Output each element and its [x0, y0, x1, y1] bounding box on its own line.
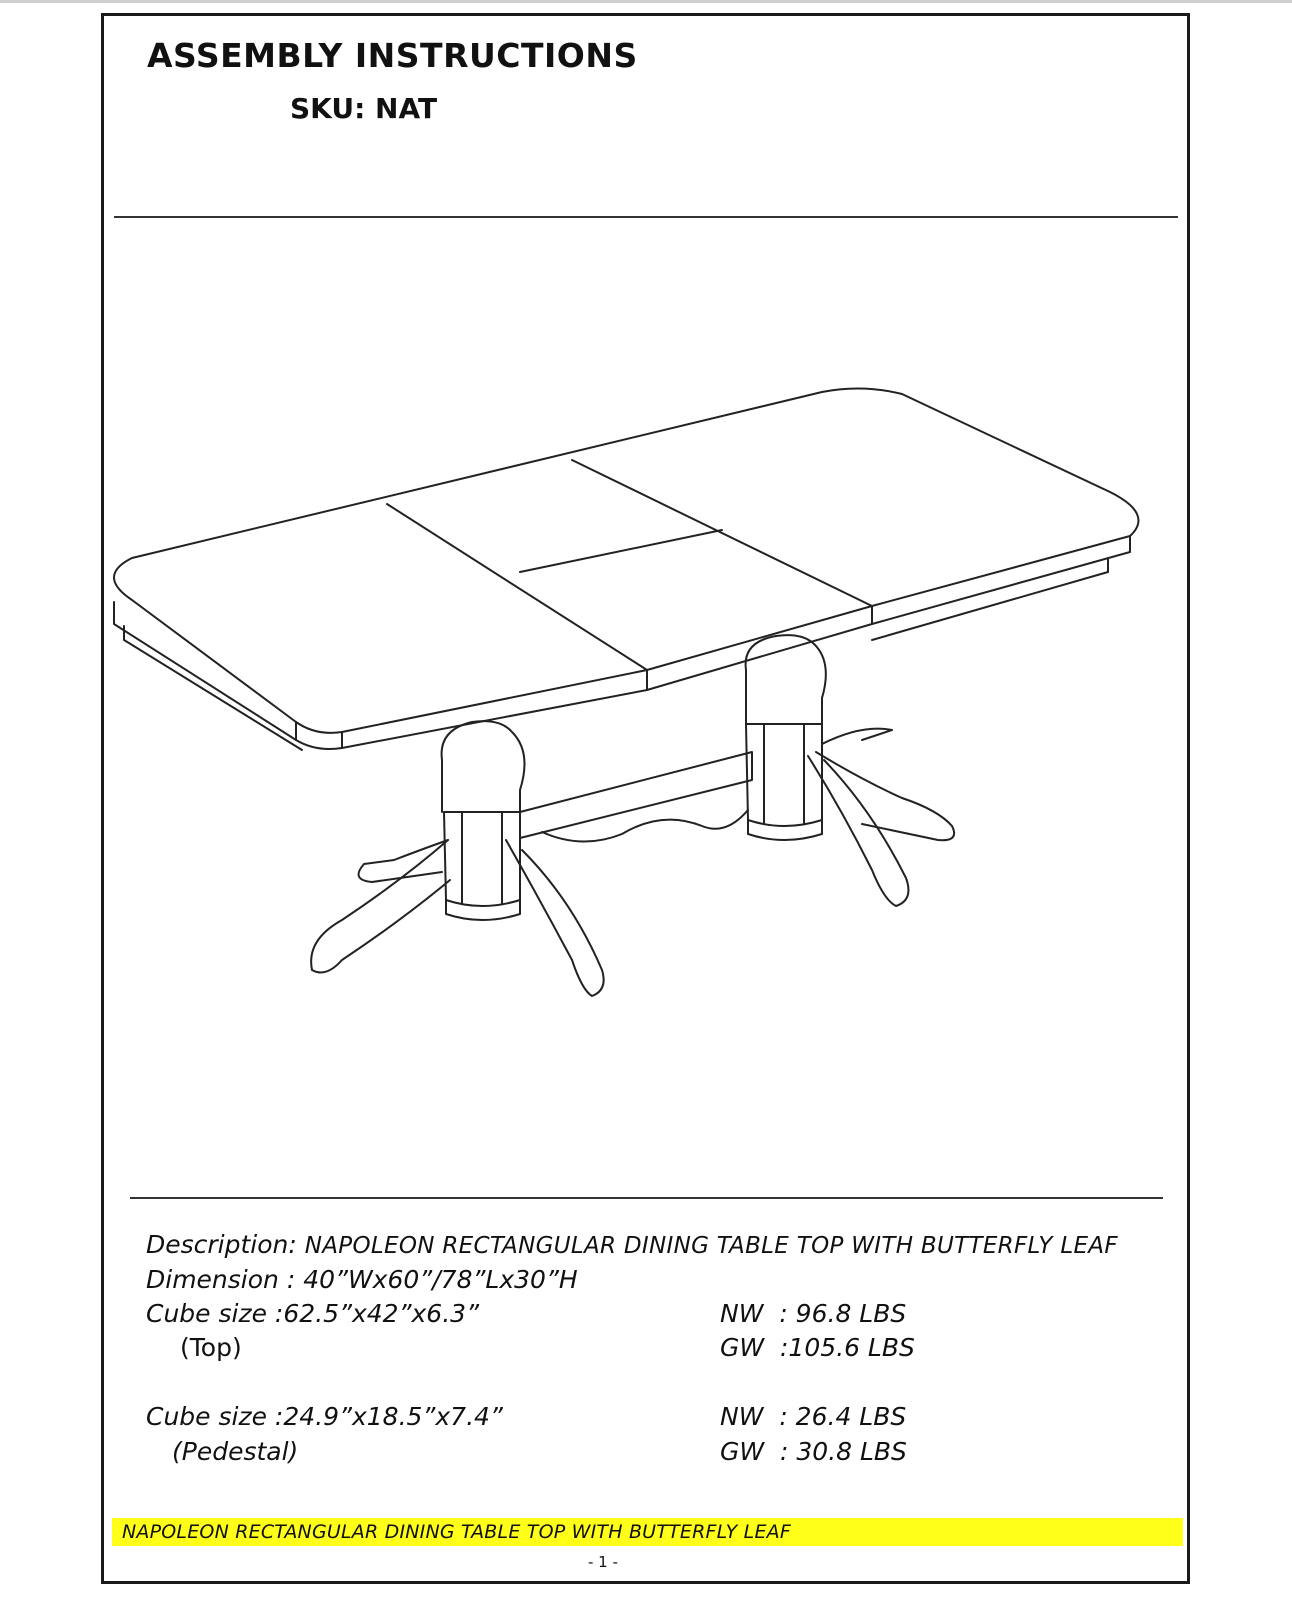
top-label: (Top) [180, 1333, 242, 1362]
page-number: - 1 - [588, 1553, 618, 1571]
pedestal-dining-table-icon [102, 380, 1172, 1060]
pedestal-net-weight: NW : 26.4 LBS [720, 1402, 907, 1431]
header-divider [114, 216, 1178, 218]
pedestal-gross-weight: GW : 30.8 LBS [720, 1437, 907, 1466]
footer-banner: NAPOLEON RECTANGULAR DINING TABLE TOP WITH BUTTERFLY LEAF [122, 1521, 791, 1543]
page-top-edge [0, 0, 1292, 3]
sku-label: SKU: NAT [290, 92, 438, 125]
top-net-weight: NW : 96.8 LBS [720, 1299, 907, 1328]
dimension-line: Dimension : 40”Wx60”/78”Lx30”H [146, 1265, 578, 1294]
description-label: Description: [146, 1230, 297, 1259]
pedestal-cube-size: Cube size :24.9”x18.5”x7.4” [146, 1402, 503, 1431]
top-gross-weight: GW :105.6 LBS [720, 1333, 915, 1362]
description-value: NAPOLEON RECTANGULAR DINING TABLE TOP WITH BUTTERFLY LEAF [304, 1233, 1118, 1259]
spec-divider [130, 1197, 1163, 1199]
pedestal-label: (Pedestal) [172, 1437, 299, 1466]
document-title: ASSEMBLY INSTRUCTIONS [147, 36, 638, 75]
description-line [146, 1230, 1118, 1259]
top-cube-size: Cube size :62.5”x42”x6.3” [146, 1299, 480, 1328]
